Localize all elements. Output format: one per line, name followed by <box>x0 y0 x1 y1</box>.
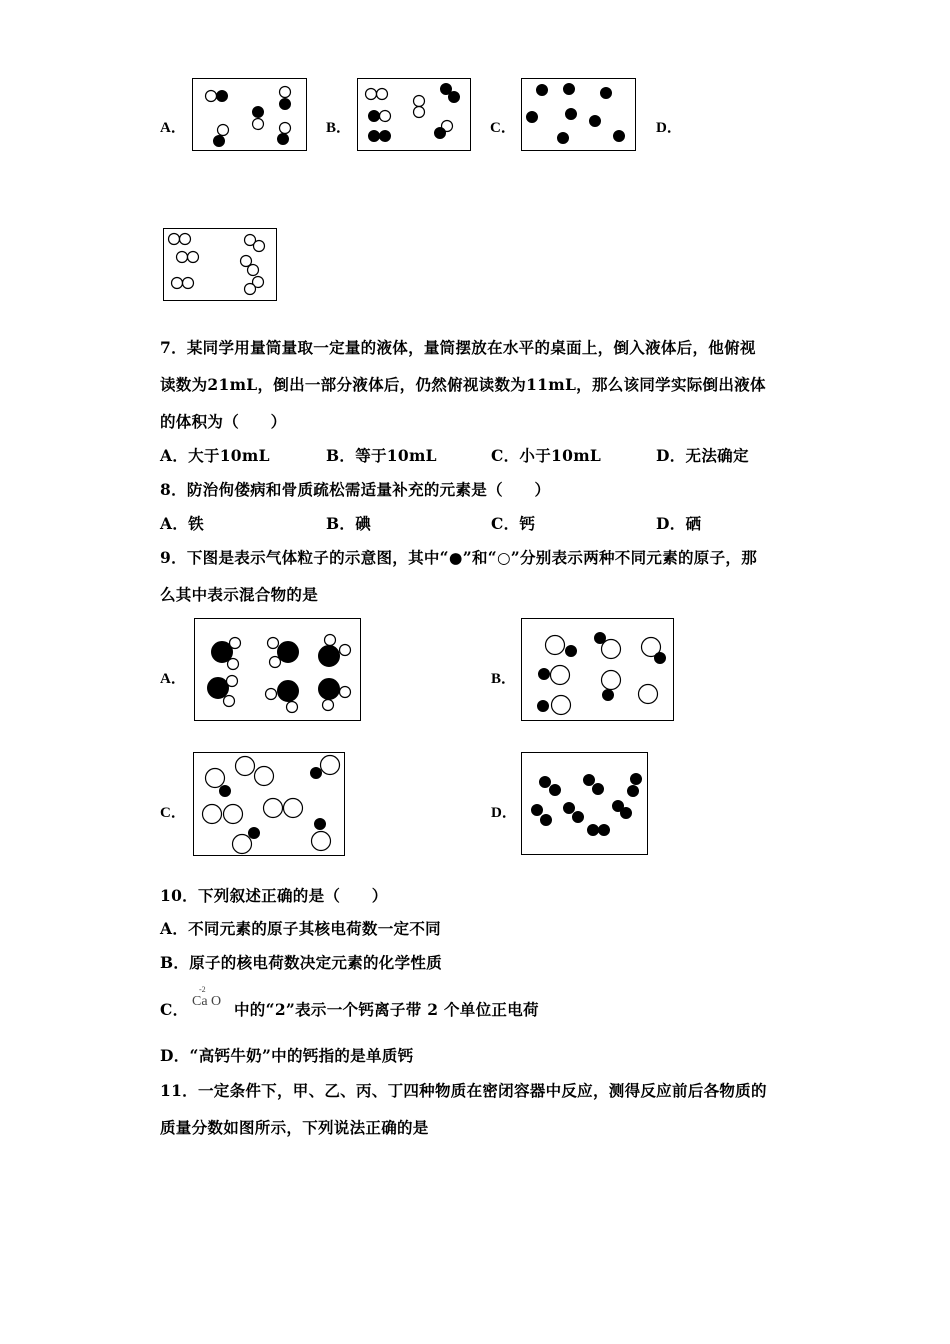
q9-option-c-diagram <box>193 752 345 856</box>
q6-option-c-label: C． <box>490 120 516 136</box>
q8-option-d: D．硒 <box>656 514 702 533</box>
q8-option-c: C．钙 <box>491 514 536 533</box>
q10-stem: 10．下列叙述正确的是（ ） <box>160 886 388 905</box>
q7-stem-line-3: 的体积为（ ） <box>160 412 287 431</box>
q9-stem-line-1: 9．下图是表示气体粒子的示意图，其中“●”和“○”分别表示两种不同元素的原子，那 <box>160 548 757 567</box>
q8-stem: 8．防治佝偻病和骨质疏松需适量补充的元素是（ ） <box>160 480 551 499</box>
q10-option-a: A．不同元素的原子其核电荷数一定不同 <box>160 919 441 938</box>
q10-option-c-superscript: -2 <box>199 985 206 994</box>
q6-option-b-label: B． <box>326 120 352 136</box>
q10-option-b: B．原子的核电荷数决定元素的化学性质 <box>160 953 443 972</box>
q7-option-c: C．小于10mL <box>491 446 602 465</box>
q7-option-b: B．等于10mL <box>326 446 437 465</box>
q9-option-d-diagram <box>521 752 648 855</box>
q9-stem-line-2: 么其中表示混合物的是 <box>160 585 319 604</box>
q9-option-b-label: B． <box>491 671 517 687</box>
q7-stem-line-1: 7．某同学用量筒量取一定量的液体，量筒摆放在水平的桌面上，倒入液体后，他俯视 <box>160 338 756 357</box>
q7-option-a: A．大于10mL <box>160 446 270 465</box>
q7-stem-line-2: 读数为21mL，倒出一部分液体后，仍然俯视读数为11mL，那么该同学实际倒出液体 <box>160 375 766 394</box>
q10-option-d: D．“高钙牛奶”中的钙指的是单质钙 <box>160 1046 414 1065</box>
q9-option-a-diagram <box>194 618 361 721</box>
q9-option-c-label: C． <box>160 805 186 821</box>
q10-option-c-formula: Ca O <box>192 994 222 1009</box>
q10-option-c-label: C． <box>160 1000 189 1019</box>
q8-option-b: B．碘 <box>326 514 372 533</box>
q7-option-d: D．无法确定 <box>656 446 749 465</box>
q8-option-a: A．铁 <box>160 514 204 533</box>
q6-option-d-diagram <box>163 228 277 301</box>
q6-option-a-diagram <box>192 78 307 151</box>
q6-option-d-label: D． <box>656 120 682 136</box>
q11-stem-line-1: 11．一定条件下，甲、乙、丙、丁四种物质在密闭容器中反应，测得反应前后各物质的 <box>160 1081 767 1100</box>
q6-option-a-label: A． <box>160 120 186 136</box>
q6-option-b-diagram <box>357 78 471 151</box>
q11-stem-line-2: 质量分数如图所示，下列说法正确的是 <box>160 1118 429 1137</box>
q9-option-b-diagram <box>521 618 674 721</box>
q10-option-c-text: 中的“2”表示一个钙离子带 2 个单位正电荷 <box>234 1000 539 1019</box>
q6-option-c-diagram <box>521 78 636 151</box>
q9-option-d-label: D． <box>491 805 517 821</box>
q9-option-a-label: A． <box>160 671 186 687</box>
